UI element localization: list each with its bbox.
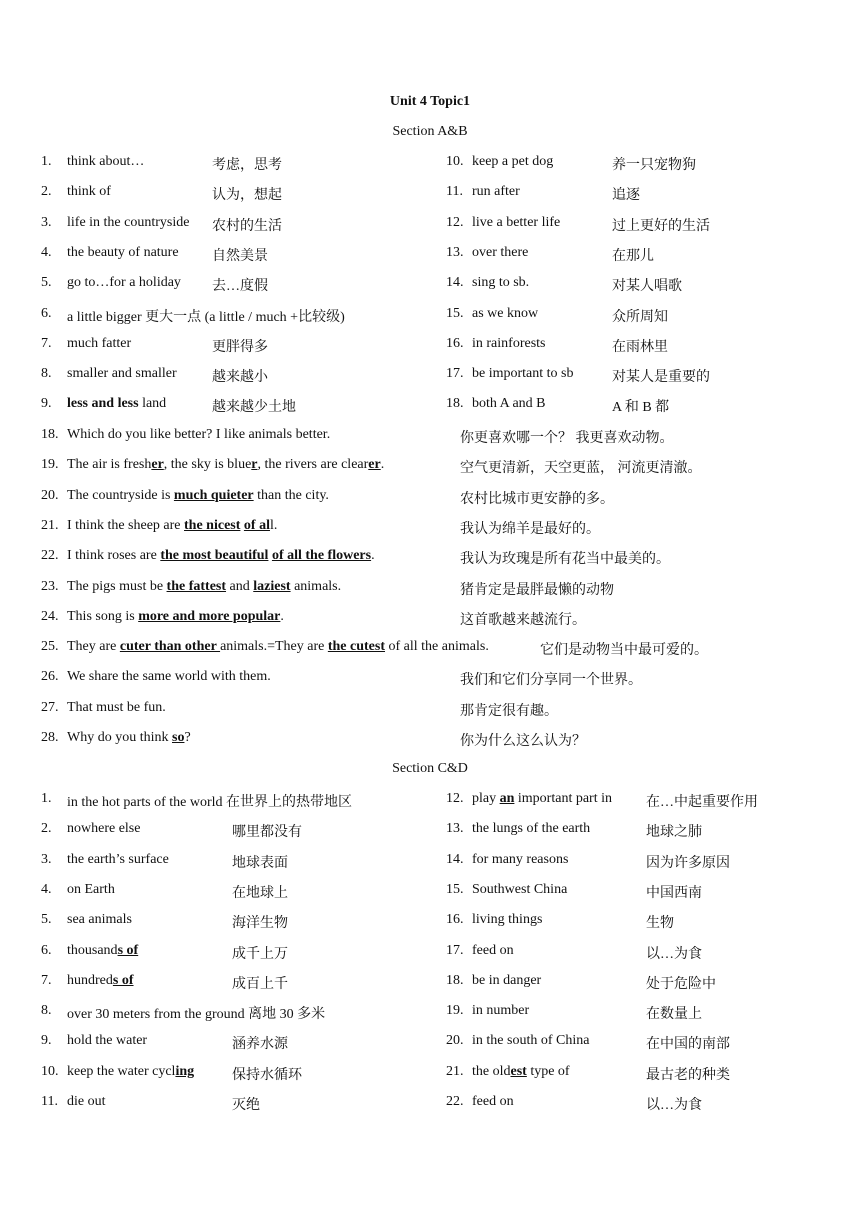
sentence-row bbox=[0, 730, 860, 750]
phrase-chinese: 在中国的南部 bbox=[646, 1037, 730, 1053]
item-number: 19. bbox=[41, 457, 59, 473]
text-run: The air is fresh bbox=[67, 457, 152, 473]
text-run: than the city. bbox=[253, 487, 329, 503]
phrase-row bbox=[0, 852, 860, 872]
item-number: 25. bbox=[41, 639, 59, 655]
sentence-row bbox=[0, 548, 860, 568]
phrase-row bbox=[0, 943, 860, 963]
sentence-english bbox=[67, 457, 384, 473]
text-run: be in danger bbox=[472, 972, 542, 988]
phrase-row bbox=[0, 912, 860, 932]
text-run: animals.=They are bbox=[220, 639, 328, 655]
text-run: living things bbox=[472, 912, 543, 928]
text-run: in the south of China bbox=[472, 1033, 590, 1049]
sentence-chinese: 我认为绵羊是最好的。 bbox=[460, 521, 600, 537]
sentence-chinese: 我认为玫瑰是所有花当中最美的。 bbox=[460, 552, 670, 568]
phrase-english bbox=[67, 791, 352, 811]
sentence-english bbox=[67, 518, 277, 534]
item-number: 18. bbox=[446, 396, 464, 412]
emphasis bbox=[174, 488, 254, 503]
text-run: play bbox=[472, 791, 500, 806]
emphasis-text: more and more popular bbox=[138, 608, 281, 624]
phrase-english bbox=[472, 852, 568, 868]
sentence-chinese: 这首歌越来越流行。 bbox=[460, 612, 586, 628]
item-number: 26. bbox=[41, 669, 59, 685]
item-number: 15. bbox=[446, 881, 464, 897]
item-number: 17. bbox=[446, 942, 464, 958]
phrase-row bbox=[0, 306, 860, 326]
text-run: , the sky is blue bbox=[163, 457, 252, 473]
item-number: 7. bbox=[41, 335, 52, 351]
phrase-chinese: 在那儿 bbox=[612, 248, 654, 264]
phrase-chinese: 地球之肺 bbox=[646, 825, 702, 841]
phrase-chinese: 涵养水源 bbox=[232, 1037, 288, 1053]
emphasis-text: est bbox=[510, 1063, 527, 1079]
item-number: 1. bbox=[41, 791, 52, 806]
phrase-english: think of bbox=[67, 184, 111, 200]
emphasis bbox=[118, 943, 139, 958]
emphasis-text: er bbox=[368, 457, 381, 473]
item-number: 11. bbox=[41, 1094, 58, 1109]
emphasis bbox=[175, 1064, 194, 1079]
phrase-chinese: 考虑，思考 bbox=[212, 158, 282, 173]
text-run: keep the water cycl bbox=[67, 1063, 176, 1079]
text-run: The pigs must be bbox=[67, 578, 167, 594]
item-number: 13. bbox=[446, 821, 464, 837]
phrase-chinese: 以…为食 bbox=[646, 946, 702, 962]
text-run: hundred bbox=[67, 972, 113, 988]
phrase-chinese: 过上更好的生活 bbox=[612, 218, 710, 234]
item-number: 3. bbox=[41, 851, 52, 867]
phrase-chinese: 处于危险中 bbox=[646, 976, 716, 992]
emphasis-text: so bbox=[172, 730, 185, 745]
item-number: 21. bbox=[41, 517, 59, 533]
text-run: thousand bbox=[67, 942, 118, 958]
text-run: the lungs of the earth bbox=[472, 821, 591, 837]
item-number: 13. bbox=[446, 244, 464, 260]
phrase-chinese: 保持水循环 bbox=[232, 1067, 302, 1083]
sentence-english bbox=[67, 700, 166, 716]
phrase-english bbox=[67, 943, 138, 959]
phrase-row bbox=[0, 215, 860, 235]
section-cd-heading: Section C&D bbox=[392, 761, 468, 776]
phrase-english bbox=[472, 1003, 529, 1019]
item-number: 2. bbox=[41, 821, 52, 837]
phrase-row bbox=[0, 245, 860, 265]
item-number: 8. bbox=[41, 1003, 52, 1019]
phrase-english: sing to sb. bbox=[472, 275, 530, 291]
phrase-english: life in the countryside bbox=[67, 214, 190, 230]
text-run: the earth’s surface bbox=[67, 851, 169, 867]
item-number: 4. bbox=[41, 881, 52, 897]
sentence-row bbox=[0, 518, 860, 538]
phrase-english bbox=[472, 1033, 589, 1049]
phrase-chinese: 在数量上 bbox=[646, 1007, 702, 1023]
text-run: They are bbox=[67, 639, 120, 655]
phrase-english: over there bbox=[472, 244, 529, 260]
phrase-chinese: A 和 B 都 bbox=[612, 400, 670, 416]
sentence-chinese: 农村比城市更安静的多。 bbox=[460, 491, 614, 507]
emphasis-text: the fattest bbox=[166, 578, 227, 594]
phrase-row bbox=[0, 396, 860, 416]
phrase-row bbox=[0, 154, 860, 174]
emphasis-text: s of bbox=[117, 942, 139, 958]
phrase-chinese: 在地球上 bbox=[232, 885, 288, 901]
item-number: 1. bbox=[41, 154, 52, 169]
phrase-chinese: 地球表面 bbox=[232, 855, 288, 871]
emphasis-text: cuter than other bbox=[119, 639, 221, 655]
phrase-english bbox=[67, 1094, 106, 1110]
emphasis-text: an bbox=[499, 791, 515, 806]
item-number: 8. bbox=[41, 366, 52, 382]
phrase-chinese: 越来越小 bbox=[212, 370, 268, 386]
phrase-chinese: 越来越少土地 bbox=[212, 400, 296, 416]
item-number: 10. bbox=[446, 154, 464, 169]
phrase-chinese: 因为许多原因 bbox=[646, 855, 730, 871]
item-number: 23. bbox=[41, 578, 59, 594]
item-number: 14. bbox=[446, 275, 464, 291]
phrase-chinese: 成千上万 bbox=[232, 946, 288, 962]
sentence-row bbox=[0, 669, 860, 689]
phrase-chinese: 追逐 bbox=[612, 188, 640, 204]
phrase-english bbox=[67, 912, 132, 928]
item-number: 15. bbox=[446, 305, 464, 321]
text-run: feed on bbox=[472, 942, 514, 958]
item-number: 4. bbox=[41, 244, 52, 260]
phrase-chinese: 自然美景 bbox=[212, 248, 268, 264]
text-run: animals. bbox=[290, 578, 342, 594]
sentence-row bbox=[0, 609, 860, 629]
item-number: 6. bbox=[41, 305, 52, 321]
sentence-english bbox=[67, 548, 375, 564]
text-run: for many reasons bbox=[472, 851, 569, 867]
sentence-chinese: 猪肯定是最胖最懒的动物 bbox=[460, 582, 614, 598]
phrase-english bbox=[472, 1064, 570, 1080]
phrase-chinese: 农村的生活 bbox=[212, 218, 282, 234]
text-run: in the hot parts of the world 在世界上的热带地区 bbox=[67, 795, 353, 810]
section-ab-heading: Section A&B bbox=[392, 124, 468, 139]
phrase-english: much fatter bbox=[67, 335, 132, 351]
phrase-row bbox=[0, 184, 860, 204]
text-run: and bbox=[226, 578, 254, 594]
sentence-row bbox=[0, 579, 860, 599]
text-run: ? bbox=[184, 730, 191, 745]
phrase-chinese: 对某人是重要的 bbox=[612, 370, 710, 386]
phrase-row bbox=[0, 821, 860, 841]
item-number: 28. bbox=[41, 730, 59, 745]
item-number: 19. bbox=[446, 1003, 464, 1019]
phrase-chinese: 对某人唱歌 bbox=[612, 279, 682, 295]
phrase-english: run after bbox=[472, 184, 520, 200]
phrase-english bbox=[67, 1064, 194, 1080]
emphasis-text: the cutest bbox=[327, 639, 386, 655]
emphasis bbox=[172, 730, 184, 745]
phrase-english: as we know bbox=[472, 305, 539, 321]
phrase-chinese: 在雨林里 bbox=[612, 339, 668, 355]
emphasis-text: much quieter bbox=[173, 487, 254, 503]
item-number: 22. bbox=[446, 1094, 464, 1109]
emphasis bbox=[253, 579, 290, 594]
item-number: 20. bbox=[41, 487, 59, 503]
emphasis bbox=[272, 548, 371, 563]
phrase-english bbox=[67, 821, 140, 837]
item-number: 6. bbox=[41, 942, 52, 958]
emphasis bbox=[511, 1064, 527, 1079]
text-run: . bbox=[380, 457, 385, 473]
text-run: nowhere else bbox=[67, 821, 141, 837]
phrase-english bbox=[472, 973, 541, 989]
sentence-row bbox=[0, 457, 860, 477]
emphasis bbox=[160, 548, 268, 563]
phrase-english bbox=[472, 791, 612, 807]
sentence-row bbox=[0, 427, 860, 447]
item-number: 18. bbox=[446, 972, 464, 988]
phrase-english: a little bigger 更大一点 (a little / much +比较级) bbox=[67, 309, 345, 325]
phrase-chinese: 中国西南 bbox=[646, 885, 702, 901]
text-run: l. bbox=[269, 517, 278, 533]
page-title: Unit 4 Topic1 bbox=[389, 94, 471, 109]
phrase-english bbox=[472, 882, 567, 898]
item-number: 11. bbox=[446, 184, 463, 200]
text-run: Why do you think bbox=[67, 730, 172, 745]
phrase-chinese: 海洋生物 bbox=[232, 916, 288, 932]
phrase-row bbox=[0, 882, 860, 902]
phrase-row bbox=[0, 1064, 860, 1084]
emphasis bbox=[184, 518, 240, 533]
phrase-english: smaller and smaller bbox=[67, 366, 177, 382]
text-run: sea animals bbox=[67, 912, 132, 928]
phrase-chinese: 众所周知 bbox=[612, 309, 668, 325]
phrase-chinese: 生物 bbox=[646, 916, 674, 932]
phrase-row bbox=[0, 336, 860, 356]
text-run: , the rivers are clear bbox=[257, 457, 369, 473]
text-run: This song is bbox=[67, 608, 139, 624]
phrase-chinese: 去…度假 bbox=[212, 279, 268, 295]
text-run: Which do you like better? I like animals better. bbox=[67, 427, 331, 442]
emphasis-text: the most beautiful bbox=[160, 548, 269, 564]
phrase-english bbox=[67, 852, 169, 868]
text-run: the old bbox=[472, 1063, 511, 1079]
phrase-row bbox=[0, 791, 860, 811]
sentence-chinese: 我们和它们分享同一个世界。 bbox=[460, 673, 642, 689]
sentence-chinese: 那肯定很有趣。 bbox=[460, 703, 558, 719]
sentence-english bbox=[67, 639, 489, 655]
item-number: 18. bbox=[41, 427, 59, 442]
emphasis bbox=[120, 639, 220, 654]
phrase-english: think about… bbox=[67, 154, 145, 169]
text-run: . bbox=[280, 608, 284, 624]
sentence-chinese: 你更喜欢哪一个？ 我更喜欢动物。 bbox=[460, 431, 674, 446]
phrase-english bbox=[67, 396, 166, 412]
item-number: 22. bbox=[41, 548, 59, 564]
phrase-english: be important to sb bbox=[472, 366, 574, 382]
emphasis-text: er bbox=[151, 457, 164, 473]
phrase-chinese: 灭绝 bbox=[232, 1098, 260, 1113]
emphasis bbox=[138, 609, 280, 624]
emphasis bbox=[167, 579, 226, 594]
phrase-chinese: 更胖得多 bbox=[212, 339, 268, 355]
text-run: The countryside is bbox=[67, 487, 174, 503]
sentence-english bbox=[67, 730, 191, 746]
phrase-row bbox=[0, 1003, 860, 1023]
item-number: 16. bbox=[446, 335, 464, 351]
phrase-chinese: 成百上千 bbox=[232, 976, 288, 992]
text-run: hold the water bbox=[67, 1033, 148, 1049]
emphasis bbox=[500, 791, 515, 806]
text-run: over 30 meters from the ground 离地 30 多米 bbox=[67, 1007, 326, 1023]
sentence-chinese: 它们是动物当中最可爱的。 bbox=[540, 643, 708, 659]
phrase-chinese: 在…中起重要作用 bbox=[646, 795, 758, 810]
phrase-chinese: 最古老的种类 bbox=[646, 1067, 730, 1083]
text-run: That must be fun. bbox=[67, 699, 166, 715]
phrase-row bbox=[0, 1094, 860, 1114]
sentence-english bbox=[67, 427, 330, 443]
item-number: 24. bbox=[41, 608, 59, 624]
item-number: 7. bbox=[41, 972, 52, 988]
sentence-row bbox=[0, 639, 860, 659]
item-number: 21. bbox=[446, 1063, 464, 1079]
item-number: 16. bbox=[446, 912, 464, 928]
phrase-row bbox=[0, 973, 860, 993]
phrase-english bbox=[67, 882, 115, 898]
emphasis: less and less bbox=[67, 396, 139, 412]
phrase-english bbox=[67, 973, 134, 989]
item-number: 10. bbox=[41, 1063, 59, 1079]
emphasis-text: s of bbox=[112, 972, 134, 988]
text-run: in number bbox=[472, 1003, 530, 1019]
text-run: I think roses are bbox=[67, 548, 161, 564]
emphasis-text: laziest bbox=[253, 578, 291, 594]
phrase-english: live a better life bbox=[472, 214, 561, 230]
item-number: 3. bbox=[41, 214, 52, 230]
sentence-row bbox=[0, 700, 860, 720]
emphasis bbox=[328, 639, 385, 654]
item-number: 27. bbox=[41, 699, 59, 715]
emphasis-text: of all the flowers bbox=[271, 548, 372, 564]
text-run: die out bbox=[67, 1094, 106, 1109]
item-number: 17. bbox=[446, 366, 464, 382]
phrase-chinese: 养一只宠物狗 bbox=[612, 158, 696, 173]
item-number: 5. bbox=[41, 275, 52, 291]
phrase-english bbox=[472, 912, 542, 928]
text-run: feed on bbox=[472, 1094, 514, 1109]
sentence-english bbox=[67, 488, 329, 504]
sentence-english bbox=[67, 669, 271, 685]
phrase-english: in rainforests bbox=[472, 335, 546, 351]
item-number: 14. bbox=[446, 851, 464, 867]
item-number: 2. bbox=[41, 184, 52, 200]
phrase-row bbox=[0, 275, 860, 295]
emphasis bbox=[368, 457, 380, 472]
text-run: important part in bbox=[514, 791, 612, 806]
emphasis bbox=[113, 973, 134, 988]
phrase-english: keep a pet dog bbox=[472, 154, 554, 169]
phrase-english: the beauty of nature bbox=[67, 244, 179, 260]
phrase-english bbox=[472, 821, 590, 837]
sentence-english bbox=[67, 579, 341, 595]
emphasis bbox=[244, 518, 270, 533]
phrase-row bbox=[0, 366, 860, 386]
phrase-chinese: 认为，想起 bbox=[212, 188, 282, 204]
item-number: 5. bbox=[41, 912, 52, 928]
item-number: 12. bbox=[446, 214, 464, 230]
phrase-english: both A and B bbox=[472, 396, 546, 412]
sentence-row bbox=[0, 488, 860, 508]
phrase-row bbox=[0, 1033, 860, 1053]
phrase-english: go to…for a holiday bbox=[67, 275, 181, 291]
phrase-english bbox=[472, 943, 514, 959]
emphasis-text: r bbox=[251, 457, 258, 473]
phrase-chinese: 哪里都没有 bbox=[232, 825, 302, 841]
sentence-chinese: 你为什么这么认为？ bbox=[460, 734, 586, 749]
text-run: of all the animals. bbox=[385, 639, 489, 655]
text-run: I think the sheep are bbox=[67, 517, 185, 533]
item-number: 9. bbox=[41, 396, 52, 412]
emphasis-text: ing bbox=[175, 1063, 195, 1079]
text-run: . bbox=[371, 548, 375, 564]
item-number: 9. bbox=[41, 1033, 52, 1049]
emphasis-text: of al bbox=[243, 517, 270, 533]
item-number: 20. bbox=[446, 1033, 464, 1049]
item-number: 12. bbox=[446, 791, 464, 806]
phrase-english bbox=[472, 1094, 514, 1110]
text-run: We share the same world with them. bbox=[67, 669, 271, 685]
text-run: on Earth bbox=[67, 881, 115, 897]
text-run: land bbox=[138, 396, 167, 412]
phrase-chinese: 以…为食 bbox=[646, 1098, 702, 1113]
phrase-english bbox=[67, 1003, 325, 1023]
emphasis bbox=[151, 457, 163, 472]
text-run: type of bbox=[526, 1063, 570, 1079]
sentence-chinese: 空气更清新，天空更蓝， 河流更清澈。 bbox=[460, 461, 702, 477]
phrase-english bbox=[67, 1033, 147, 1049]
text-run: Southwest China bbox=[472, 881, 568, 897]
sentence-english bbox=[67, 609, 284, 625]
emphasis-text: the nicest bbox=[184, 517, 241, 533]
